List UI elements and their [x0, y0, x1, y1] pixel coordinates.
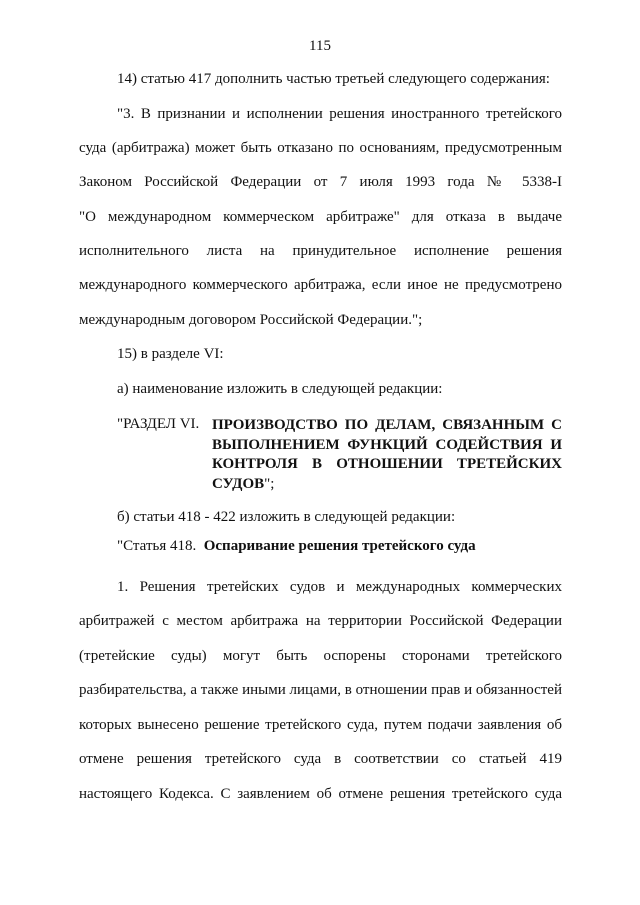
article-heading: [117, 538, 476, 555]
article-paragraph-1-line-5: которых вынесено решение третейского суда, путем подачи заявления об: [79, 717, 562, 733]
section-suffix: ";: [264, 475, 275, 492]
paragraph-3-line-5: исполнительного листа на принудительное исполнение решения: [79, 243, 562, 259]
paragraph-3-line-7: международным договором Российской Федерации.";: [79, 312, 423, 328]
article-paragraph-1-line-7: настоящего Кодекса. С заявлением об отмене решения третейского суда: [79, 786, 562, 802]
section-title-line-3: КОНТРОЛЯ В ОТНОШЕНИИ ТРЕТЕЙСКИХ: [212, 456, 562, 472]
article-paragraph-1-line-1: 1. Решения третейских судов и международных коммерческих: [117, 579, 562, 595]
article-title: Оспаривание решения третейского суда: [203, 538, 476, 554]
section-prefix: "РАЗДЕЛ VI.: [117, 416, 200, 432]
article-paragraph-1-line-6: отмене решения третейского суда в соответствии со статьей 419: [79, 751, 562, 767]
paragraph-14: 14) статью 417 дополнить частью третьей следующего содержания:: [117, 71, 550, 87]
paragraph-3-line-2: суда (арбитража) может быть отказано по основаниям, предусмотренным: [79, 140, 562, 156]
section-title-last-word: СУДОВ: [212, 475, 265, 492]
paragraph-15: 15) в разделе VI:: [117, 346, 224, 362]
section-title: [212, 416, 562, 494]
paragraph-3-line-3: Законом Российской Федерации от 7 июля 1993 года № 5338-I: [79, 174, 562, 190]
paragraph-3-line-6: международного коммерческого арбитража, если иное не предусмотрено: [79, 277, 562, 293]
article-paragraph-1-line-4: разбирательства, а также иными лицами, в отношении прав и обязанностей: [79, 682, 562, 698]
paragraph-3-line-4: "О международном коммерческом арбитраже" для отказа в выдаче: [79, 209, 562, 225]
section-title-line-2: ВЫПОЛНЕНИЕМ ФУНКЦИЙ СОДЕЙСТВИЯ И: [212, 436, 562, 453]
section-title-line-1: ПРОИЗВОДСТВО ПО ДЕЛАМ, СВЯЗАННЫМ С: [212, 417, 562, 433]
paragraph-a: а) наименование изложить в следующей редакции:: [117, 381, 443, 397]
article-prefix: "Статья 418.: [117, 538, 197, 554]
article-paragraph-1-line-3: (третейские суды) могут быть оспорены сторонами третейского: [79, 648, 562, 664]
page-number: 115: [309, 38, 331, 54]
article-paragraph-1-line-2: арбитражей с местом арбитража на территории Российской Федерации: [79, 613, 562, 629]
paragraph-3-line-1: "3. В признании и исполнении решения иностранного третейского: [117, 106, 562, 122]
paragraph-b: б) статьи 418 - 422 изложить в следующей редакции:: [117, 509, 456, 525]
section-title-line-4: [212, 475, 562, 495]
